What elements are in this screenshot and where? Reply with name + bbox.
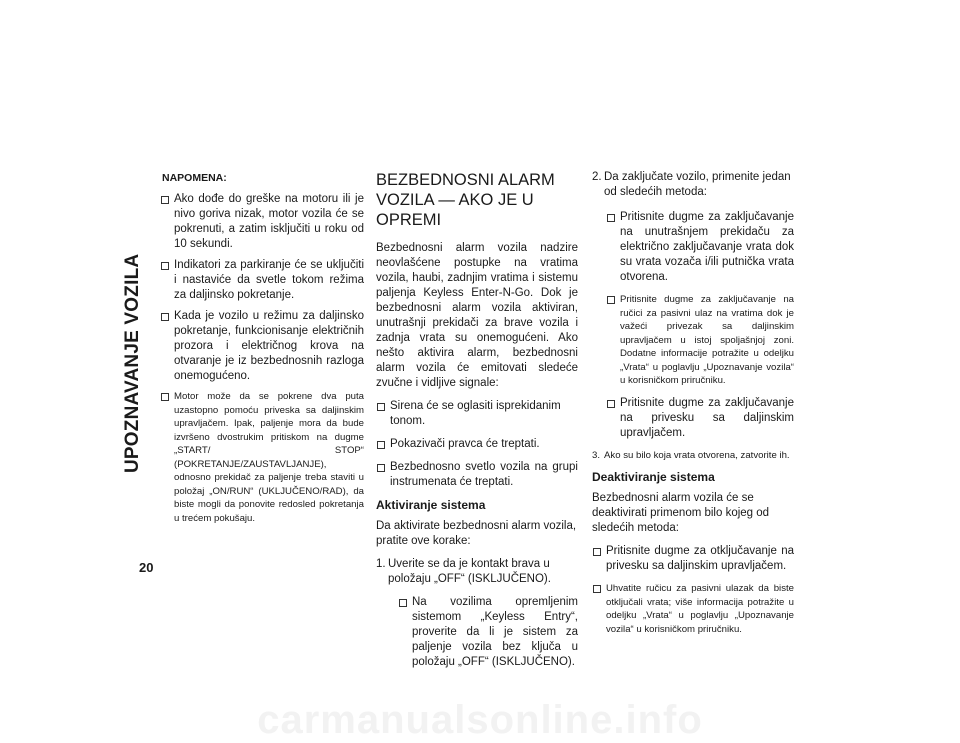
checkbox-bullet-icon xyxy=(161,393,169,401)
step-1 xyxy=(376,557,578,587)
step-3 xyxy=(592,449,794,463)
note-bullet: Kada je vozilo u režimu za daljinsko pokretanje, funkcionisanje električnih prozora i električnog krova na otvaranje je iz bezbednosnih razloga onemogućeno. xyxy=(160,309,364,384)
checkbox-bullet-icon xyxy=(399,599,407,607)
checkbox-bullet-icon xyxy=(607,400,615,408)
deactivation-bullet: Pritisnite dugme za otključavanje na privesku sa daljinskim upravljačem. xyxy=(592,544,794,574)
step-text: Ako su bilo koja vrata otvorena, zatvorite ih. xyxy=(604,449,790,461)
step-2-bullet: Pritisnite dugme za zaključavanje na ručici za pasivni ulaz na vratima dok je važeći privezak sa daljinskim upravljačem u istoj spoljašnjoj zoni. Dodatne informacije potražite u odeljku „Vrata“ u poglavlju „Upoznavanje vozila“ u korisničkom priručniku. xyxy=(606,293,794,388)
note-bullet: Motor može da se pokrene dva puta uzastopno pomoću priveska sa daljinskim upravljačem. Ipak, paljenje mora da bude izvršeno dvostrukim pritiskom na dugme „START/ STOP“ (POKRETANJE/ZAUSTAVLJANJE), odnosno prekidač za paljenje treba staviti u položaj „ON/RUN“ (UKLJUČENO/RAD), da biste mogli da ponovite redosled pokretanja u trećem pokušaju. xyxy=(160,390,364,525)
column-notes xyxy=(160,170,364,525)
section-heading: BEZBEDNOSNI ALARM VOZILA — AKO JE U OPREMI xyxy=(376,171,555,229)
watermark: carmanualsonline.info xyxy=(257,698,703,742)
signal-bullet: Sirena će se oglasiti isprekidanim tonom. xyxy=(376,399,578,429)
note-bullet: Ako dođe do greške na motoru ili je nivo goriva nizak, motor vozila će se pokrenuti, a zatim isključiti u roku od 10 sekundi. xyxy=(160,192,364,252)
column-alarm xyxy=(376,170,578,670)
step-text: Uverite se da je kontakt brava u položaju „OFF“ (ISKLJUČENO). xyxy=(388,558,551,585)
deactivation-intro: Bezbednosni alarm vozila će se deaktivirati primenom bilo kojeg od sledećih metoda: xyxy=(592,492,770,534)
signal-bullet: Bezbednosno svetlo vozila na grupi instrumenata će treptati. xyxy=(376,460,578,490)
note-heading: NAPOMENA: xyxy=(162,172,227,184)
step-text: Da zaključate vozilo, primenite jedan od sledećih metoda: xyxy=(604,171,791,198)
alarm-intro: Bezbednosni alarm vozila nadzire neovlašćene postupke na vratima vozila, haubi, zadnjim vratima i sistemu paljenja Keyless Enter-N-Go. Dok je bezbednosni alarm vozila aktiviran, unutrašnji prekidači za brave vozila i zadnja vrata su onemogućeni. Ako nešto aktivira alarm, bezbednosni alarm vozila će emitovati sledeće zvučne i vidljive signale: xyxy=(376,242,578,389)
step-number: 2. xyxy=(592,171,602,183)
step-2-bullet: Pritisnite dugme za zaključavanje na unutrašnjem prekidaču za električno zaključavanje vrata dok su vrata vozača i/ili putnička vrata otvorena. xyxy=(606,210,794,285)
column-steps xyxy=(592,170,794,636)
checkbox-bullet-icon xyxy=(377,464,385,472)
checkbox-bullet-icon xyxy=(377,441,385,449)
checkbox-bullet-icon xyxy=(161,313,169,321)
deactivation-heading: Deaktiviranje sistema xyxy=(592,470,715,484)
deactivation-bullet: Uhvatite ručicu za pasivni ulazak da biste otključali vrata; više informacija potražite u odeljku „Vrata“ u poglavlju „Upoznavanje vozila“ u korisničkom priručniku. xyxy=(592,582,794,636)
step-number: 3. xyxy=(592,449,601,461)
checkbox-bullet-icon xyxy=(161,196,169,204)
step-2 xyxy=(592,170,794,200)
activation-heading: Aktiviranje sistema xyxy=(376,498,486,512)
checkbox-bullet-icon xyxy=(607,296,615,304)
step-number: 1. xyxy=(376,558,386,570)
step-2-bullet: Pritisnite dugme za zaključavanje na privesku sa daljinskim upravljačem. xyxy=(606,396,794,441)
checkbox-bullet-icon xyxy=(377,403,385,411)
checkbox-bullet-icon xyxy=(593,585,601,593)
step-1-bullet: Na vozilima opremljenim sistemom „Keyless Entry“, proverite da li je sistem za paljenje vozila bez ključa u položaju „OFF“ (ISKLJUČENO). xyxy=(398,595,578,670)
note-bullet: Indikatori za parkiranje će se uključiti i nastaviće da svetle tokom režima za daljinsko pokretanje. xyxy=(160,258,364,303)
chapter-side-title: UPOZNAVANJE VOZILA xyxy=(122,253,143,473)
checkbox-bullet-icon xyxy=(593,548,601,556)
checkbox-bullet-icon xyxy=(607,214,615,222)
activation-intro: Da aktivirate bezbednosni alarm vozila, pratite ove korake: xyxy=(376,520,577,547)
signal-bullet: Pokazivači pravca će treptati. xyxy=(376,437,578,452)
checkbox-bullet-icon xyxy=(161,262,169,270)
page-number: 20 xyxy=(139,560,154,575)
